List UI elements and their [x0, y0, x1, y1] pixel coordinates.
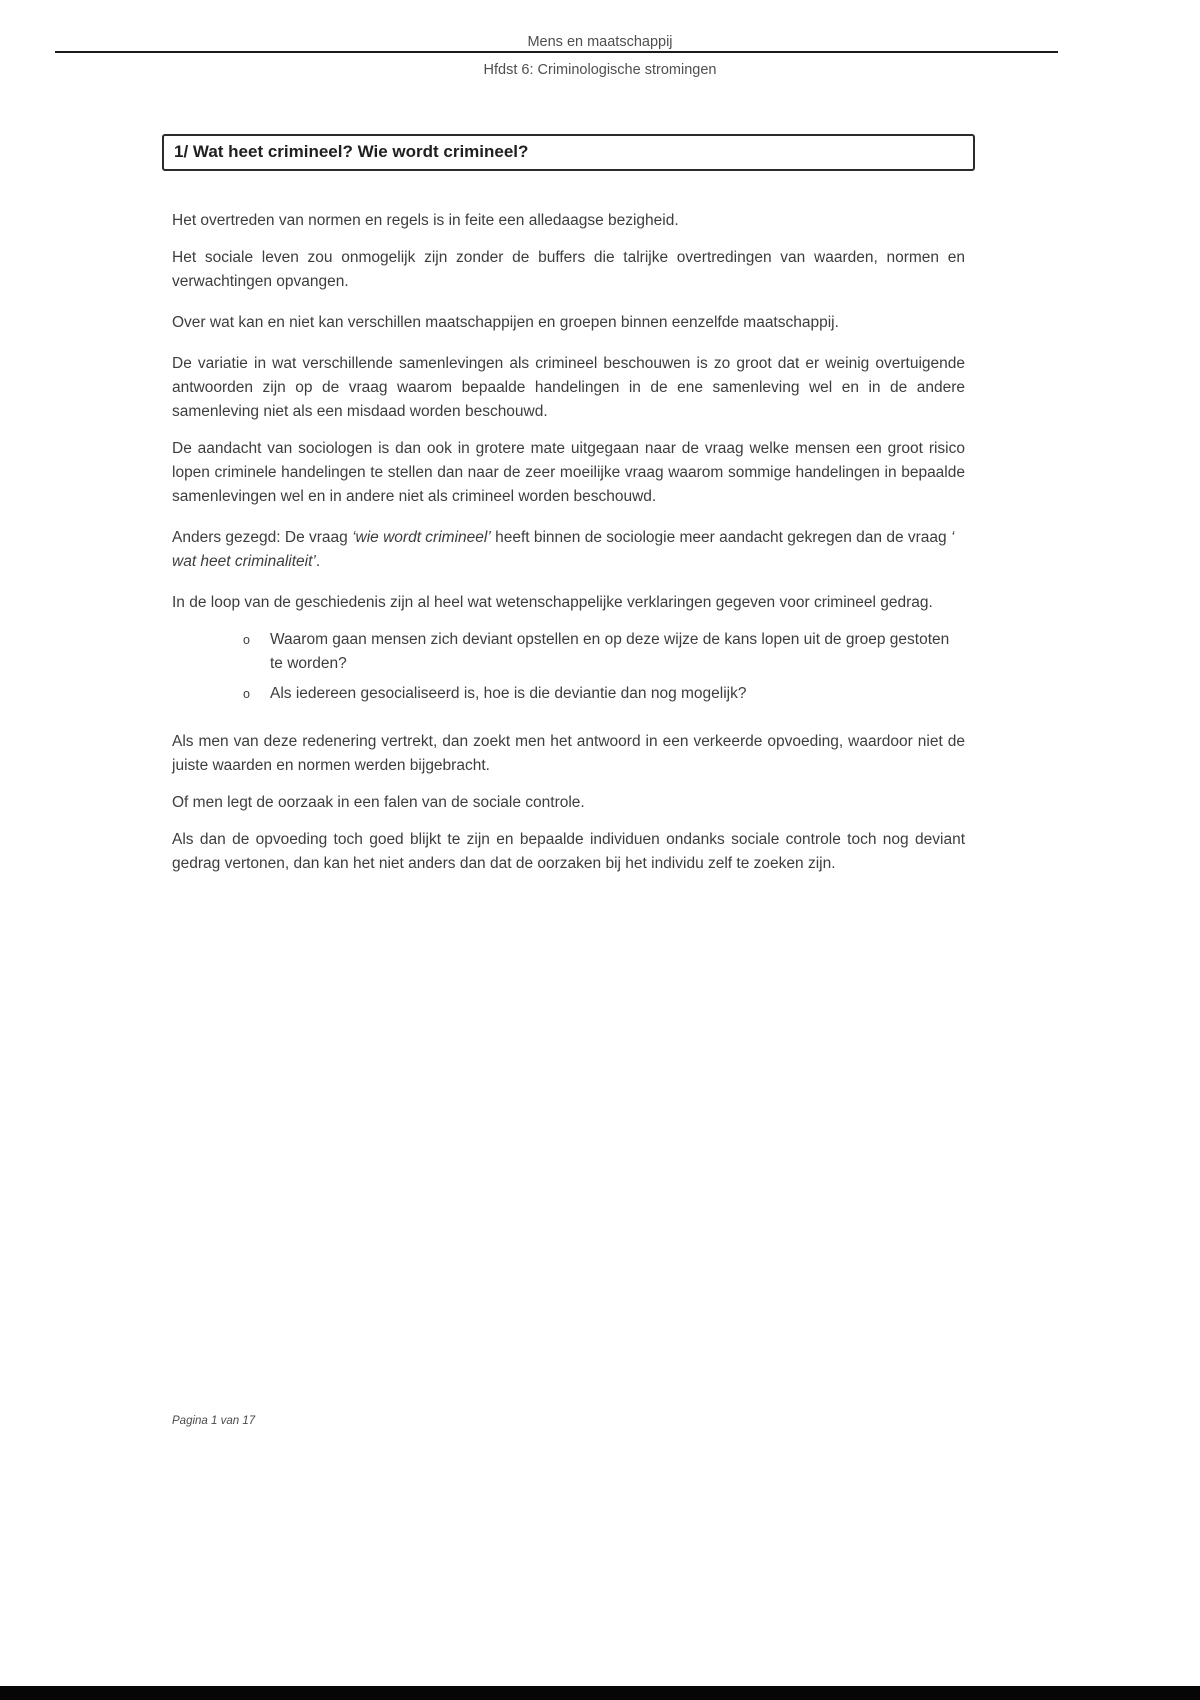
page-footer	[172, 1415, 255, 1427]
bullet-marker: o	[243, 687, 250, 701]
section-title-box	[162, 134, 975, 171]
header-title: Mens en maatschappij	[527, 34, 673, 50]
paragraph-variatie: De variatie in wat verschillende samenlevingen als crimineel beschouwen is zo groot dat er weinig overtuigende antwoorden zijn op de vraag waarom bepaalde handelingen in de ene samenleving wel en in de andere samenleving niet als een misdaad worden beschouwd.	[172, 355, 965, 420]
paragraph-sociale-controle: Of men legt de oorzaak in een falen van de sociale controle.	[172, 794, 585, 811]
italic-run-wat-heet-criminaliteit: ‘ wat heet criminaliteit’	[172, 529, 955, 570]
paragraph-geschiedenis: In de loop van de geschiedenis zijn al heel wat wetenschappelijke verklaringen gegeven voor crimineel gedrag.	[172, 594, 933, 611]
paragraph-anders-gezegd	[172, 526, 965, 574]
document-body	[172, 134, 965, 876]
bullet-text: Als iedereen gesocialiseerd is, hoe is die deviantie dan nog mogelijk?	[270, 685, 747, 702]
text-run: .	[315, 553, 321, 570]
paragraph-individu: Als dan de opvoeding toch goed blijkt te zijn en bepaalde individuen ondanks sociale controle toch nog deviant gedrag vertonen, dan kan het niet anders dan dat de oorzaken bij het individu zelf te zoeken zijn.	[172, 831, 965, 872]
bullet-text: Waarom gaan mensen zich deviant opstellen en op deze wijze de kans lopen uit de groep gestoten te worden?	[270, 631, 950, 672]
section-title: 1/ Wat heet crimineel? Wie wordt crimineel?	[174, 142, 529, 161]
page-header	[0, 0, 1200, 90]
bullet-item	[243, 628, 965, 676]
bullet-item	[243, 682, 965, 706]
paragraph-aandacht-sociologen: De aandacht van sociologen is dan ook in grotere mate uitgegaan naar de vraag welke mensen een groot risico lopen criminele handelingen te stellen dan naar de zeer moeilijke vraag waarom sommige handelingen in bepaalde samenlevingen wel en in andere niet als crimineel worden beschouwd.	[172, 440, 965, 505]
page-number: Pagina 1 van 17	[172, 1415, 256, 1427]
text-run: Anders gezegd: De vraag	[172, 529, 353, 546]
paragraph-intro: Het overtreden van normen en regels is in feite een alledaagse bezigheid.	[172, 212, 679, 229]
paragraph-verkeerde-opvoeding: Als men van deze redenering vertrekt, dan zoekt men het antwoord in een verkeerde opvoeding, waardoor niet de juiste waarden en normen werden bijgebracht.	[172, 733, 965, 774]
paragraph-over-wat-kan: Over wat kan en niet kan verschillen maatschappijen en groepen binnen eenzelfde maatschappij.	[172, 314, 839, 331]
bullet-list	[243, 628, 965, 706]
bullet-marker: o	[243, 633, 250, 647]
paragraph-social-life: Het sociale leven zou onmogelijk zijn zonder de buffers die talrijke overtredingen van waarden, normen en verwachtingen opvangen.	[172, 249, 965, 290]
italic-run-wie-wordt-crimineel: ‘wie wordt crimineel’	[352, 529, 491, 546]
text-run: heeft binnen de sociologie meer aandacht gekregen dan de vraag	[490, 529, 951, 546]
header-rule	[55, 51, 1058, 53]
bottom-bar	[0, 1686, 1200, 1700]
header-subtitle: Hfdst 6: Criminologische stromingen	[483, 62, 717, 78]
